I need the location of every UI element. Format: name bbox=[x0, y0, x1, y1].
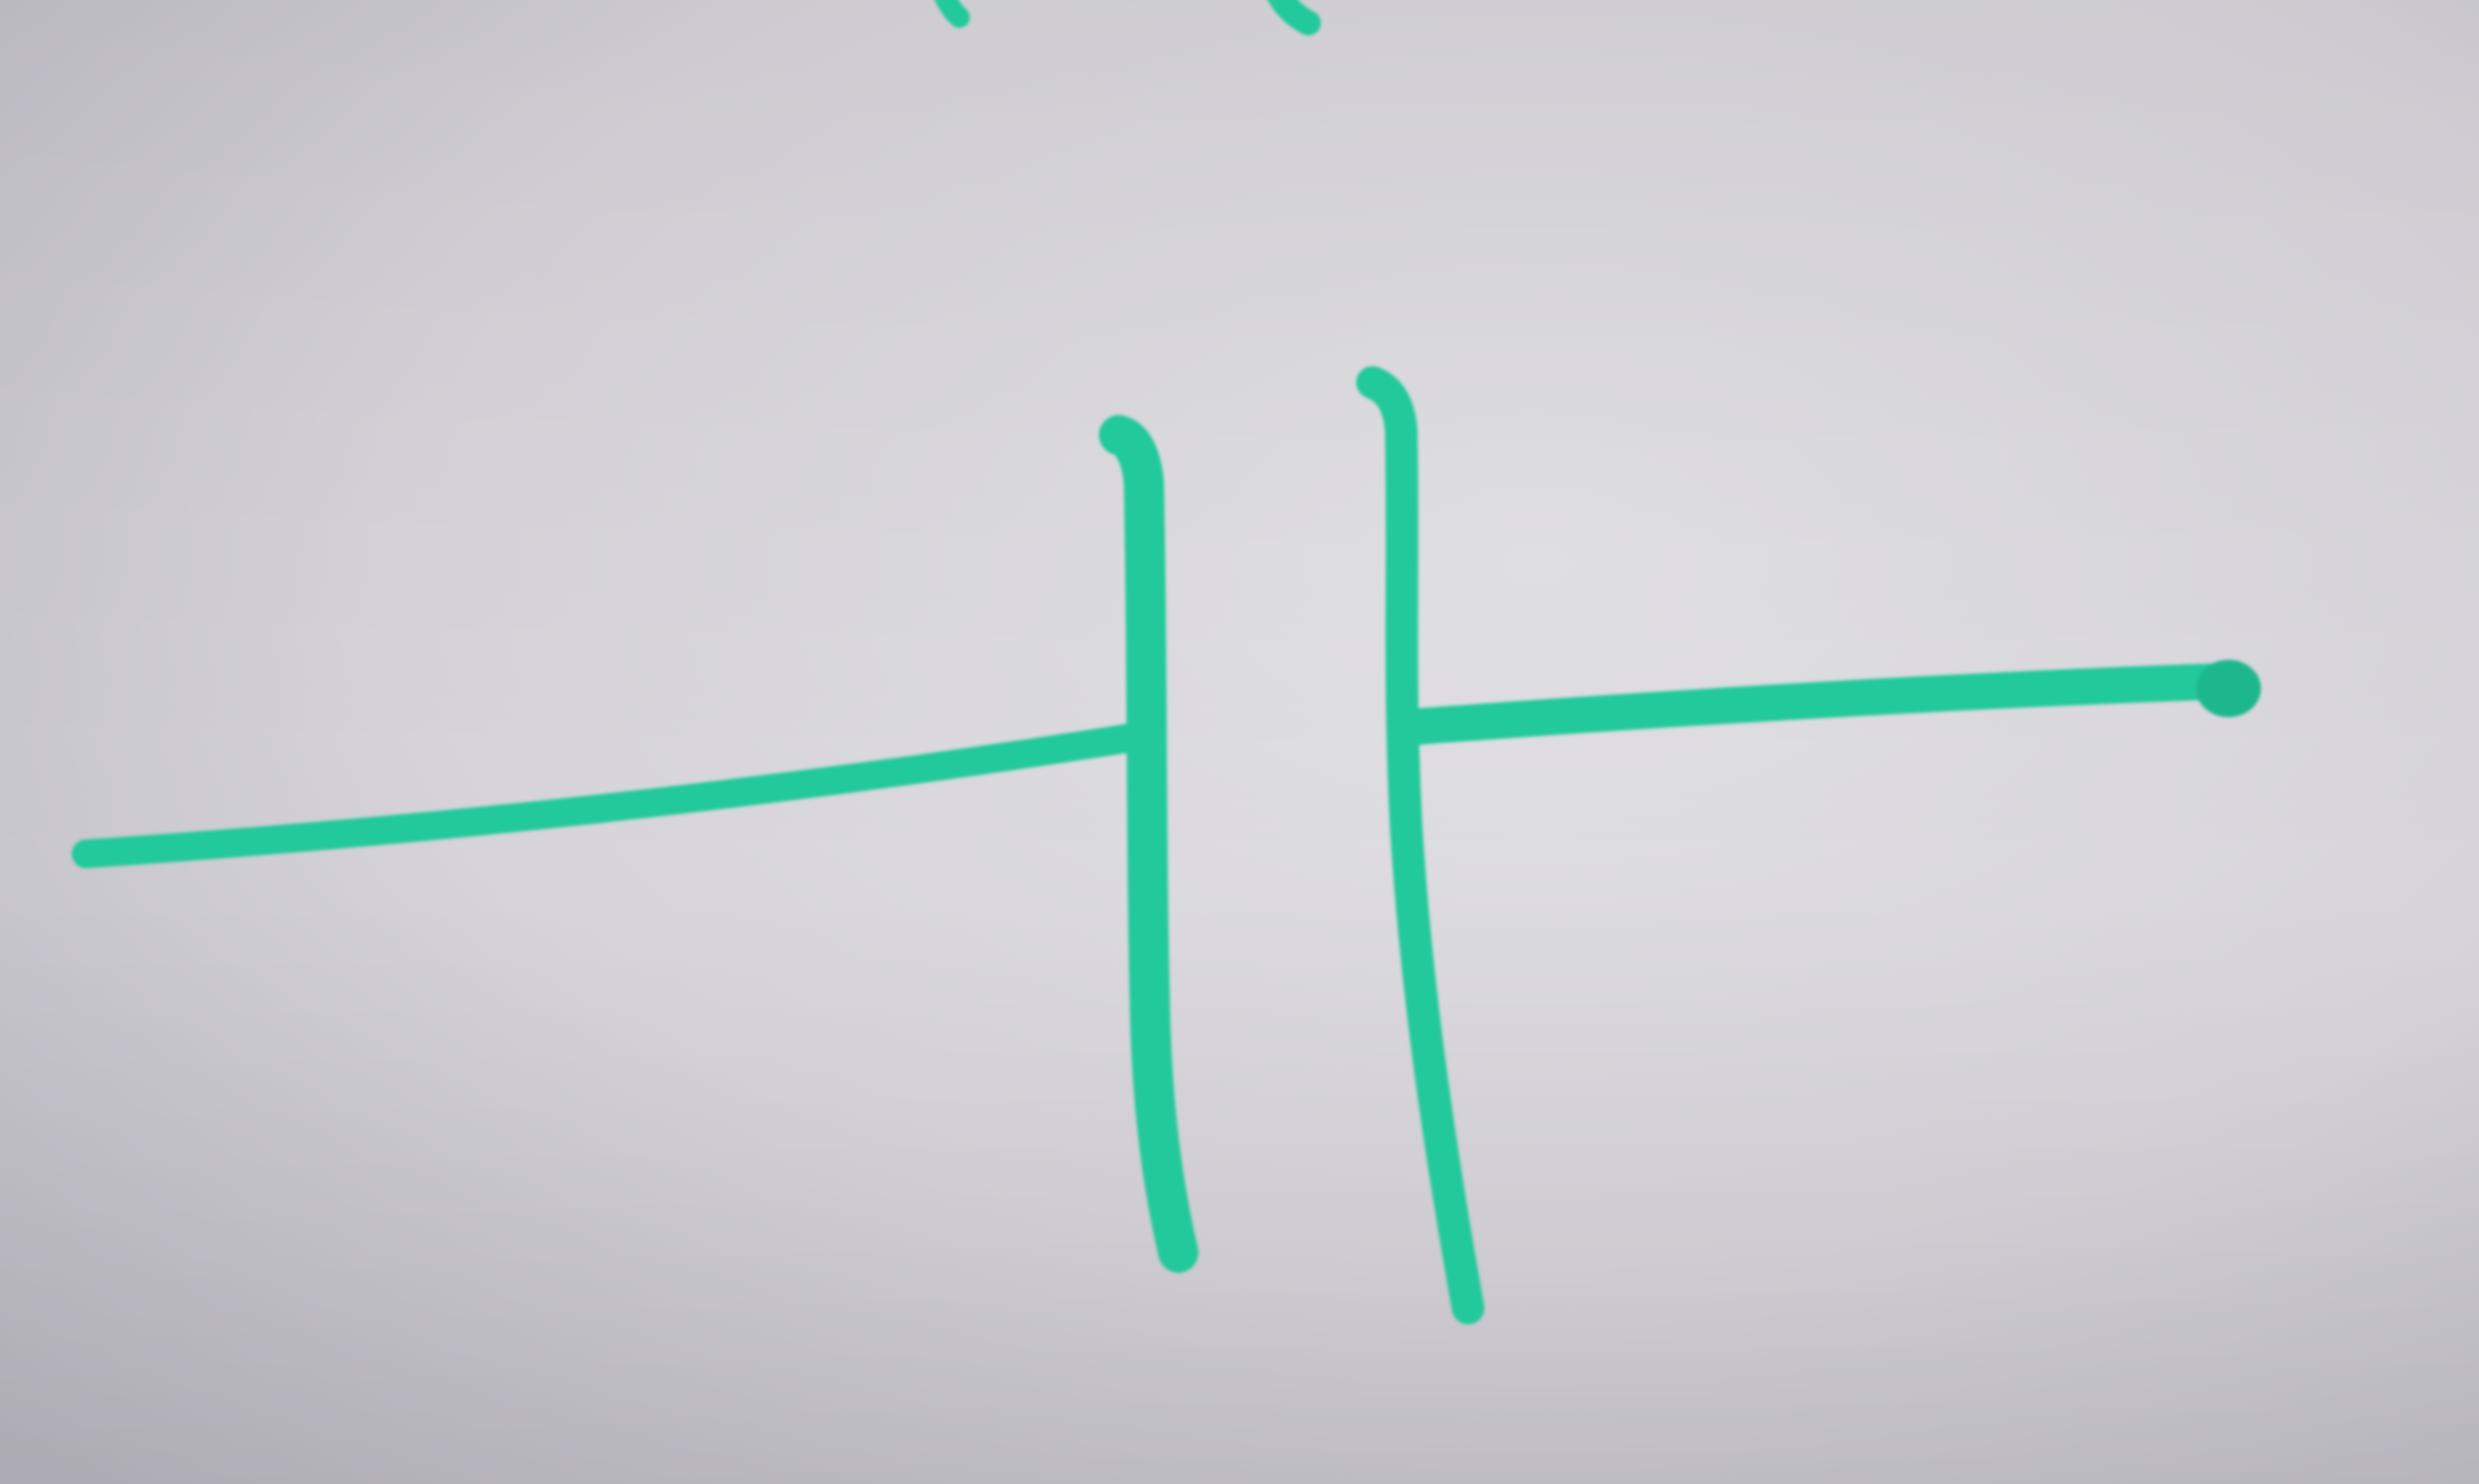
right-wire-ink-blob bbox=[2196, 660, 2261, 717]
top-remnant-stroke-left bbox=[942, 0, 959, 17]
